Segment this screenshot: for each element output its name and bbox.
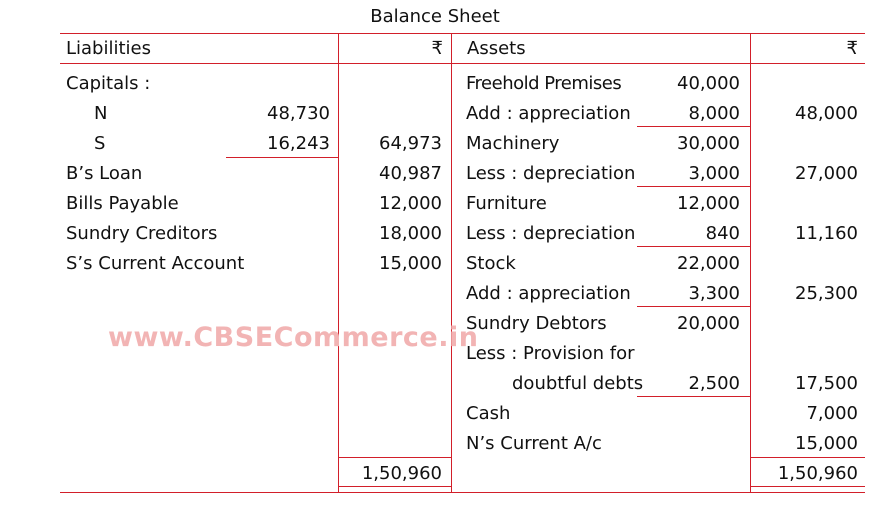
watermark: www.CBSECommerce.in xyxy=(108,322,479,353)
asset-amount: 11,160 xyxy=(795,223,858,244)
liability-label: N xyxy=(94,103,108,124)
asset-label: Add : appreciation xyxy=(466,103,631,124)
rule-total-top-right xyxy=(750,457,865,458)
underline-furniture xyxy=(637,246,750,247)
rule-bottom xyxy=(60,492,865,493)
asset-amount: 48,000 xyxy=(795,103,858,124)
liability-label: B’s Loan xyxy=(66,163,143,184)
asset-label: Less : depreciation xyxy=(466,163,636,184)
asset-label: Cash xyxy=(466,403,511,424)
header-rupee-right: ₹ xyxy=(846,38,858,59)
header-liabilities: Liabilities xyxy=(66,38,151,59)
liability-amount: 15,000 xyxy=(379,253,442,274)
asset-label: Furniture xyxy=(466,193,547,214)
liabilities-total: 1,50,960 xyxy=(361,463,442,484)
liability-sub-amount: 48,730 xyxy=(267,103,330,124)
asset-label: Stock xyxy=(466,253,516,274)
asset-label: Less : depreciation xyxy=(466,223,636,244)
asset-label: N’s Current A/c xyxy=(466,433,602,454)
liability-amount: 64,973 xyxy=(379,133,442,154)
liability-label: Bills Payable xyxy=(66,193,179,214)
asset-amount: 15,000 xyxy=(795,433,858,454)
asset-amount: 17,500 xyxy=(795,373,858,394)
asset-label: doubtful debts xyxy=(512,373,644,394)
underline-premises xyxy=(637,126,750,127)
underline-debtors xyxy=(637,396,750,397)
liability-label: Capitals : xyxy=(66,73,151,94)
liability-sub-amount: 16,243 xyxy=(267,133,330,154)
asset-sub-amount: 20,000 xyxy=(677,313,740,334)
asset-label: Less : Provision for xyxy=(466,343,635,364)
page-title: Balance Sheet xyxy=(370,6,500,27)
header-rupee-left: ₹ xyxy=(431,38,443,59)
asset-sub-amount: 30,000 xyxy=(677,133,740,154)
rule-total-top-left xyxy=(338,457,451,458)
rule-total-bottom-left xyxy=(338,486,451,487)
rule-header xyxy=(60,63,865,64)
underline-capitals xyxy=(226,157,338,158)
rule-center-col xyxy=(451,33,452,492)
asset-label: Add : appreciation xyxy=(466,283,631,304)
asset-sub-amount: 8,000 xyxy=(688,103,740,124)
liability-amount: 12,000 xyxy=(379,193,442,214)
rule-top xyxy=(60,33,865,34)
rule-total-bottom-right xyxy=(750,486,865,487)
underline-machinery xyxy=(637,186,750,187)
asset-sub-amount: 3,300 xyxy=(688,283,740,304)
asset-amount: 7,000 xyxy=(806,403,858,424)
liability-label: S xyxy=(94,133,106,154)
rule-liab-amount-col xyxy=(338,33,339,492)
liability-amount: 40,987 xyxy=(379,163,442,184)
assets-total: 1,50,960 xyxy=(777,463,858,484)
asset-sub-amount: 3,000 xyxy=(688,163,740,184)
asset-amount: 25,300 xyxy=(795,283,858,304)
asset-sub-amount: 22,000 xyxy=(677,253,740,274)
asset-sub-amount: 840 xyxy=(705,223,740,244)
underline-stock xyxy=(637,306,750,307)
asset-label: Freehold Premises xyxy=(466,73,622,94)
asset-label: Machinery xyxy=(466,133,560,154)
rule-asset-amount-col xyxy=(750,33,751,492)
asset-sub-amount: 40,000 xyxy=(677,73,740,94)
asset-sub-amount: 2,500 xyxy=(688,373,740,394)
liability-label: S’s Current Account xyxy=(66,253,245,274)
asset-label: Sundry Debtors xyxy=(466,313,607,334)
asset-sub-amount: 12,000 xyxy=(677,193,740,214)
liability-label: Sundry Creditors xyxy=(66,223,218,244)
header-assets: Assets xyxy=(467,38,526,59)
asset-amount: 27,000 xyxy=(795,163,858,184)
liability-amount: 18,000 xyxy=(379,223,442,244)
